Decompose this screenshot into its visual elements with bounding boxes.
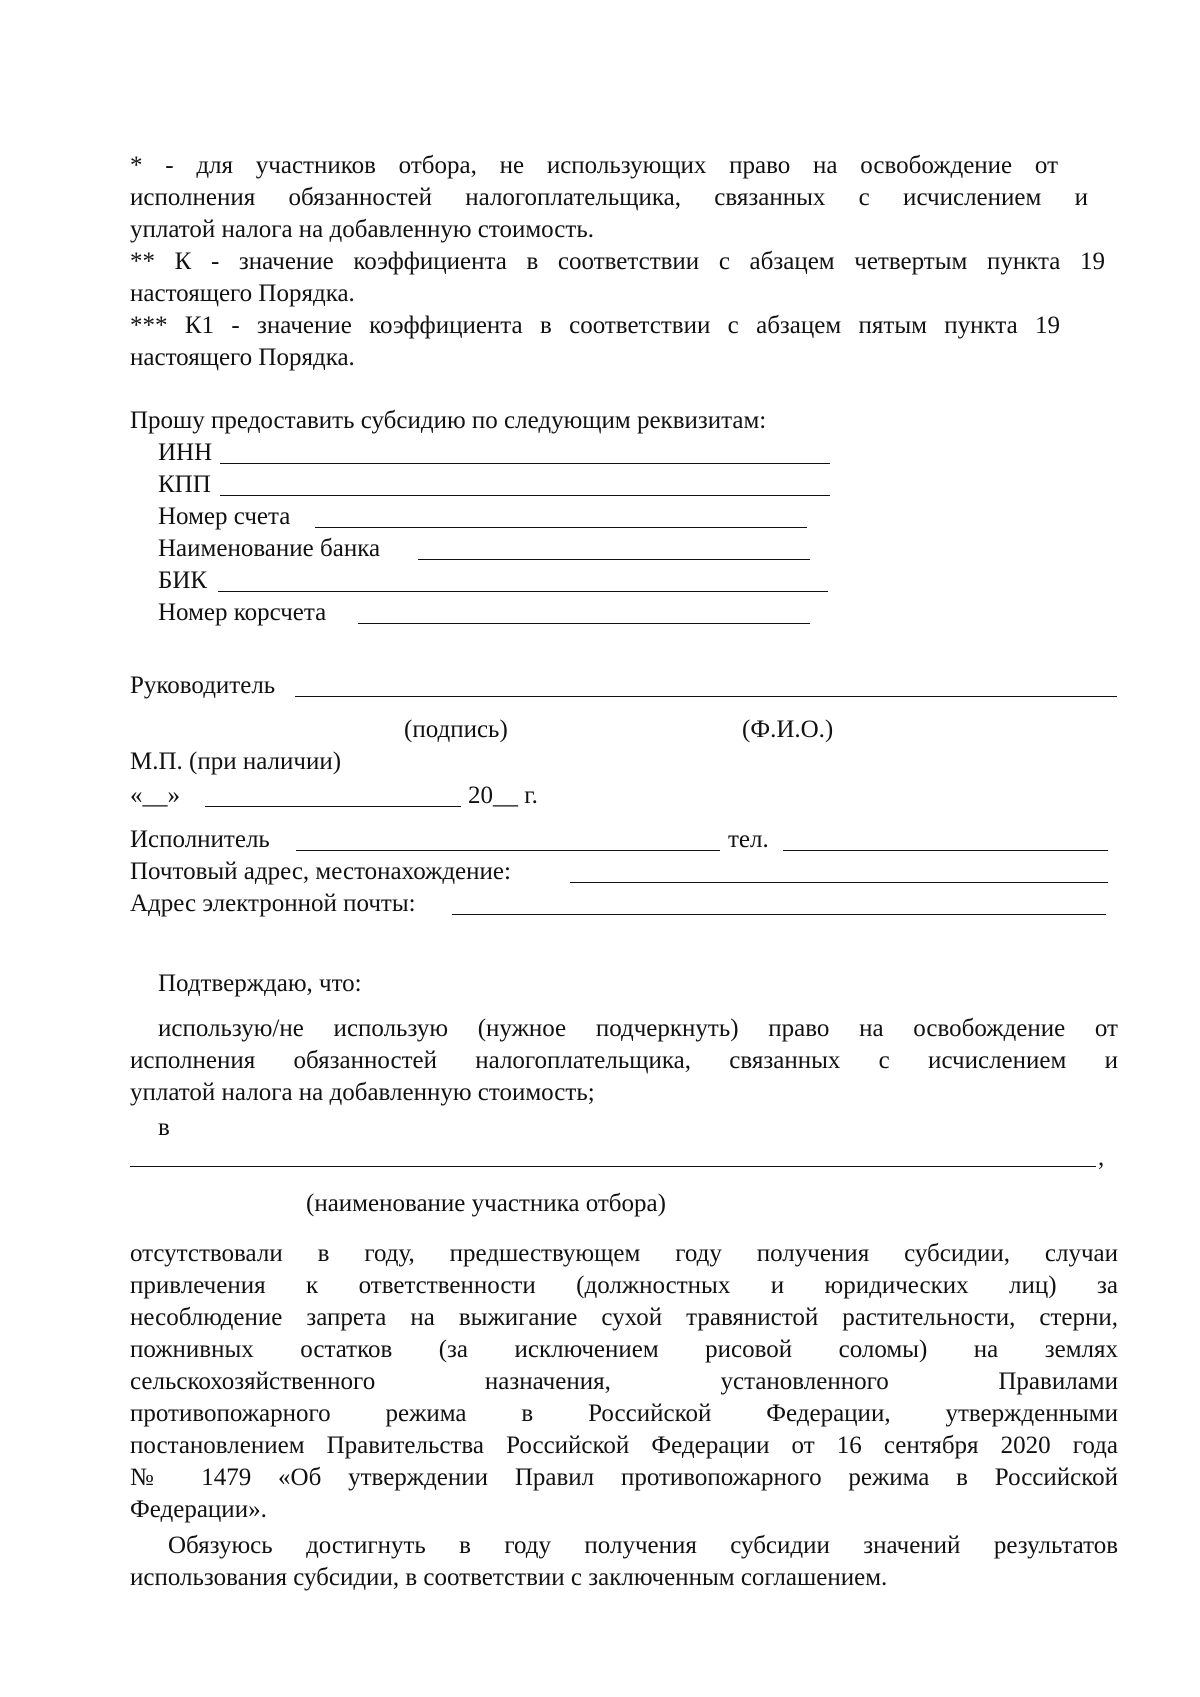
bik-label: БИК	[158, 567, 208, 594]
bank-label: Наименование банка	[158, 535, 381, 562]
footnote-3-line-1: *** К1 - значение коэффициента в соответствии с абзацем пятым пункта 19	[130, 312, 1060, 339]
footnote-2-line-1: ** К - значение коэффициента в соответствии с абзацем четвертым пункта 19	[130, 248, 1105, 275]
confirmation-p3-line-2: использования субсидии, в соответствии с заключенным соглашением.	[130, 1564, 888, 1591]
participant-caption: (наименование участника отбора)	[306, 1190, 666, 1217]
postal-label: Почтовый адрес, местонахождение:	[130, 858, 511, 885]
confirmation-p2-line-9: Федерации».	[130, 1496, 267, 1523]
confirmation-p2-line-4: пожнивных остатков (за исключением рисовой соломы) на землях	[130, 1336, 1118, 1363]
confirmation-title: Подтверждаю, что:	[158, 970, 362, 997]
inn-field[interactable]	[220, 463, 830, 464]
stamp-label: М.П. (при наличии)	[130, 748, 342, 775]
phone-label: тел.	[728, 826, 769, 853]
kpp-label: КПП	[158, 471, 211, 498]
head-field[interactable]	[295, 696, 1117, 697]
confirmation-p3-line-1: Обязуюсь достигнуть в году получения субсидии значений результатов	[168, 1532, 1118, 1559]
bank-row	[158, 533, 380, 565]
confirmation-p2-line-3: несоблюдение запрета на выжигание сухой травянистой растительности, стерни,	[130, 1304, 1118, 1331]
footnote-1-line-3: уплатой налога на добавленную стоимость.	[130, 216, 594, 243]
kpp-row	[158, 469, 211, 501]
date-month-field[interactable]	[205, 806, 461, 807]
requisites-intro: Прошу предоставить субсидию по следующим реквизитам:	[130, 407, 767, 434]
postal-field[interactable]	[570, 882, 1108, 883]
phone-field[interactable]	[783, 850, 1108, 851]
confirmation-p2-line-2: привлечения к ответственности (должностных и юридических лиц) за	[130, 1272, 1118, 1299]
confirmation-p2-line-7: постановлением Правительства Российской Федерации от 16 сентября 2020 года	[130, 1432, 1118, 1459]
footnote-1-line-2: исполнения обязанностей налогоплательщика, связанных с исчислением и	[130, 184, 1088, 211]
footnote-2-line-2: настоящего Порядка.	[130, 280, 355, 307]
footnote-3-line-2: настоящего Порядка.	[130, 344, 355, 371]
bank-field[interactable]	[418, 559, 810, 560]
date-day: «__»	[130, 782, 180, 809]
account-field[interactable]	[315, 527, 807, 528]
confirmation-p2-line-1: отсутствовали в году, предшествующем году получения субсидии, случаи	[130, 1240, 1118, 1267]
email-field[interactable]	[452, 914, 1106, 915]
fio-caption: (Ф.И.О.)	[742, 716, 834, 743]
confirmation-p2-line-6: противопожарного режима в Российской Федерации, утвержденными	[130, 1400, 1118, 1427]
confirmation-p1-line-3: уплатой налога на добавленную стоимость;	[130, 1079, 595, 1106]
signature-caption: (подпись)	[404, 716, 508, 743]
confirmation-p2-line-8: № 1479 «Об утверждении Правил противопожарного режима в Российской	[130, 1464, 1118, 1491]
kpp-field[interactable]	[220, 495, 830, 496]
inn-label: ИНН	[158, 439, 213, 466]
corr-account-field[interactable]	[358, 623, 810, 624]
bik-row	[158, 565, 207, 597]
confirmation-p1-line-2: исполнения обязанностей налогоплательщика, связанных с исчислением и	[130, 1047, 1118, 1074]
in-label: в	[158, 1114, 170, 1141]
inn-row	[158, 437, 212, 469]
confirmation-p1-line-1: использую/не использую (нужное подчеркнуть) право на освобождение от	[158, 1015, 1118, 1042]
executor-field[interactable]	[296, 850, 720, 851]
bik-field[interactable]	[218, 591, 828, 592]
head-label: Руководитель	[130, 672, 276, 699]
confirmation-p2-line-5: сельскохозяйственного назначения, установленного Правилами	[130, 1368, 1118, 1395]
corr-account-row	[158, 597, 326, 629]
participant-comma: ,	[1098, 1144, 1105, 1171]
footnote-1-line-1: * - для участников отбора, не использующих право на освобождение от	[130, 152, 1058, 179]
executor-label: Исполнитель	[130, 826, 270, 853]
corr-account-label: Номер корсчета	[158, 599, 327, 626]
email-label: Адрес электронной почты:	[130, 890, 416, 917]
participant-field[interactable]	[130, 1166, 1096, 1167]
account-row	[158, 501, 290, 533]
date-year: 20__ г.	[468, 782, 538, 809]
account-label: Номер счета	[158, 503, 291, 530]
